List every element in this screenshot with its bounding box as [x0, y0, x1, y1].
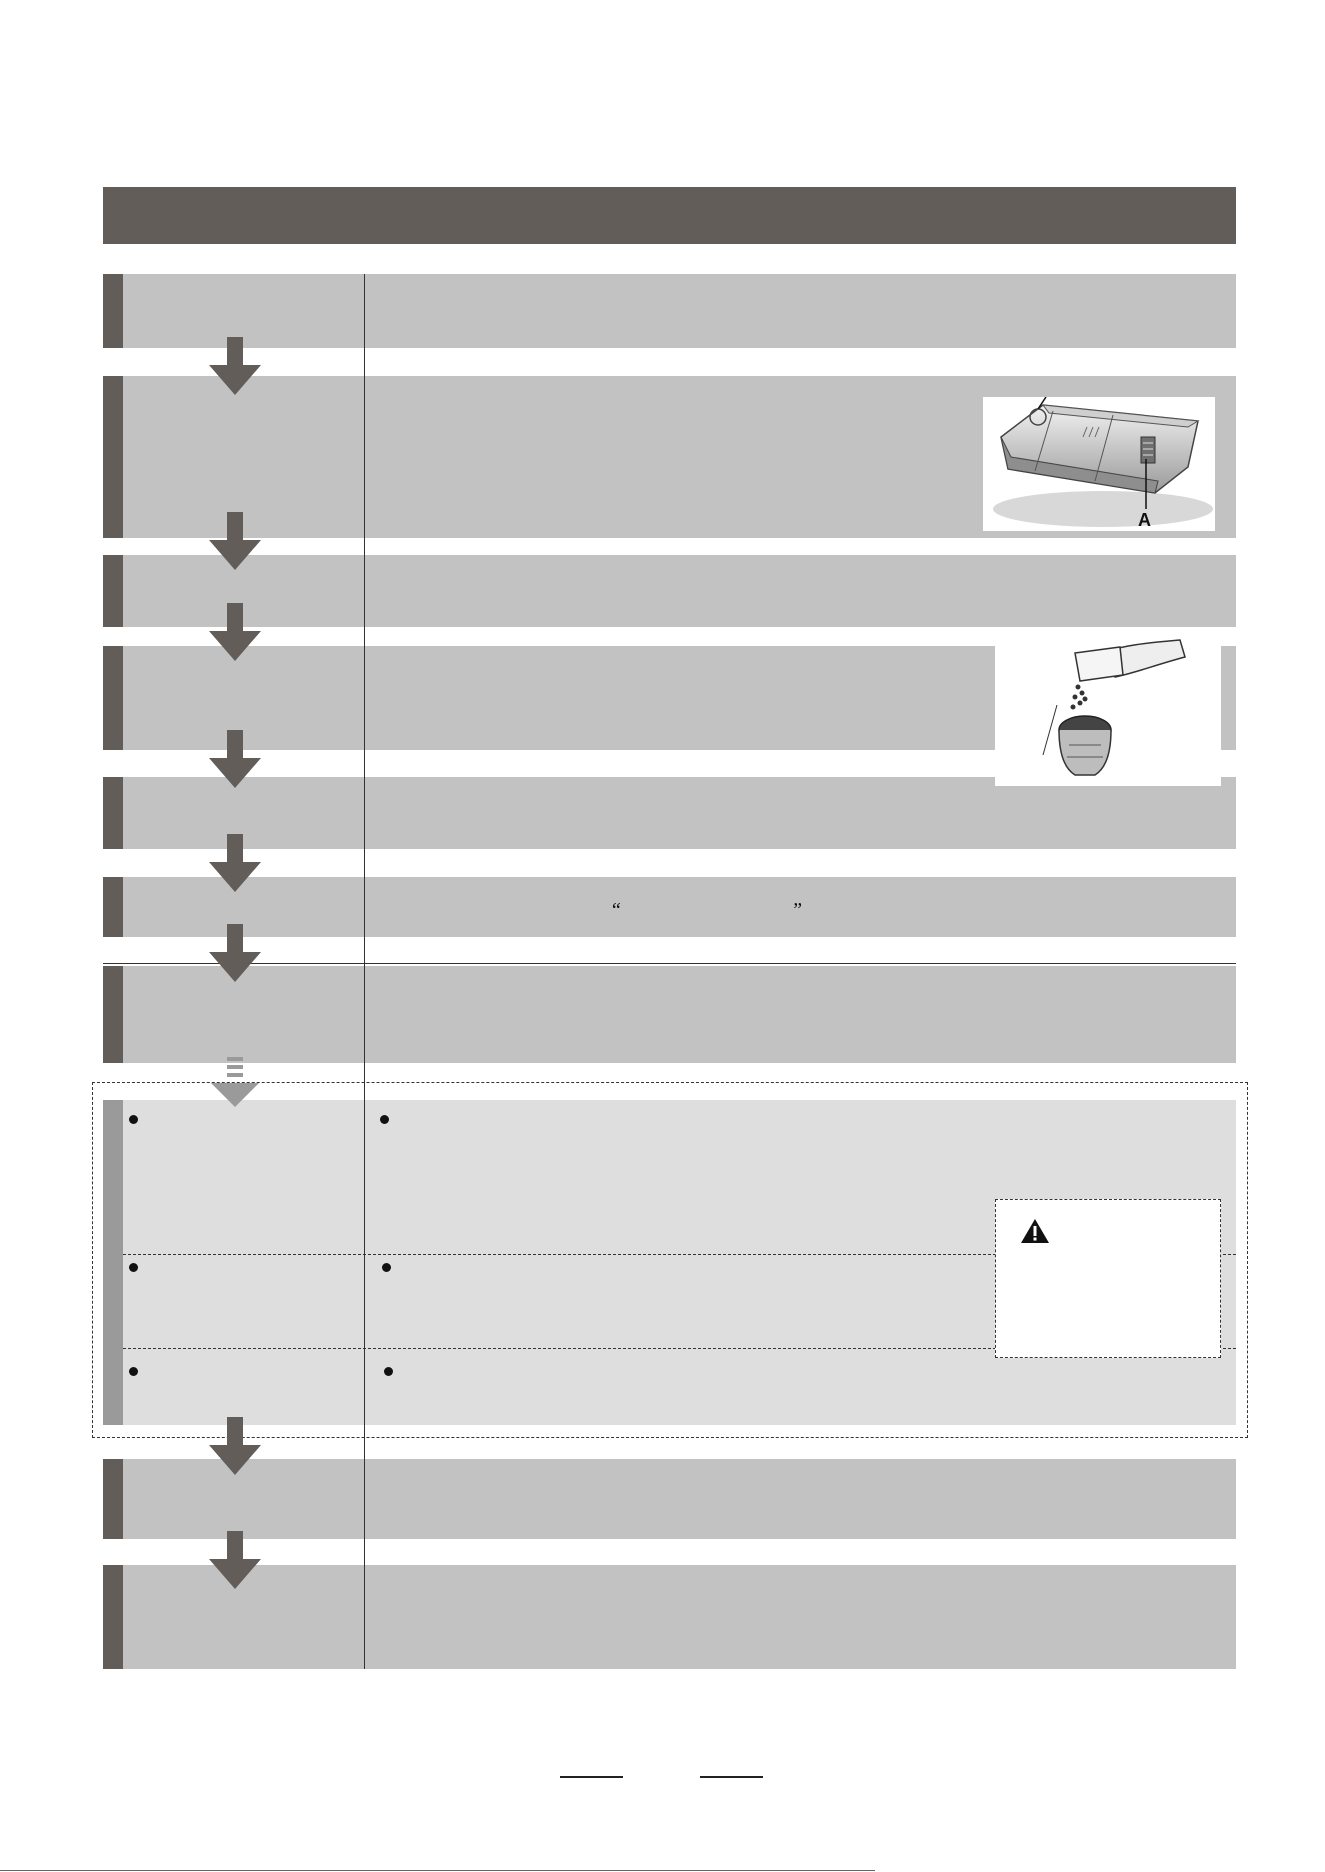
bottom-rule — [0, 1870, 875, 1871]
open-quote: “ — [610, 899, 622, 921]
flow-arrow-down-icon — [207, 337, 263, 395]
step-tab — [103, 966, 123, 1063]
step-row-6 — [103, 877, 1236, 937]
flow-arrow-down-icon — [207, 603, 263, 661]
step-tab — [103, 376, 123, 538]
footer-line-right — [700, 1776, 763, 1778]
step-row-7 — [103, 966, 1236, 1063]
step-row-8 — [103, 1459, 1236, 1539]
step-row-9 — [103, 1565, 1236, 1669]
step-tab — [103, 274, 123, 348]
bullet-icon — [382, 1263, 391, 1272]
warning-triangle-icon — [1020, 1218, 1050, 1244]
bullet-icon — [129, 1263, 138, 1272]
section-header-bar — [103, 187, 1236, 244]
step-row-3 — [103, 555, 1236, 627]
step-row-5 — [103, 777, 1236, 849]
flow-arrow-down-icon — [207, 924, 263, 982]
flow-arrow-optional-icon — [207, 1057, 263, 1115]
salt-pouring-illustration — [995, 635, 1221, 786]
flow-arrow-down-icon — [207, 834, 263, 892]
step-tab — [103, 646, 123, 750]
bullet-icon — [384, 1367, 393, 1376]
step-tab — [103, 877, 123, 937]
step-tab — [103, 777, 123, 849]
step-tab — [103, 1565, 123, 1669]
warning-box — [995, 1199, 1221, 1358]
step-tab — [103, 555, 123, 627]
flow-arrow-down-icon — [207, 1417, 263, 1475]
callout-label-a: A — [1138, 510, 1151, 530]
bullet-icon — [129, 1367, 138, 1376]
flow-arrow-down-icon — [207, 730, 263, 788]
bullet-icon — [380, 1115, 389, 1124]
flow-arrow-down-icon — [207, 1531, 263, 1589]
step-tab — [103, 1459, 123, 1539]
row-separator-line — [103, 963, 1236, 964]
step-row-1 — [103, 274, 1236, 348]
detergent-dispenser-illustration — [983, 397, 1215, 531]
footer-line-left — [560, 1776, 623, 1778]
dispenser-drawing — [983, 397, 1215, 531]
bullet-icon — [129, 1115, 138, 1124]
close-quote: ” — [791, 899, 803, 921]
flow-arrow-down-icon — [207, 512, 263, 570]
salt-drawing — [995, 635, 1221, 786]
column-divider — [364, 274, 365, 1669]
